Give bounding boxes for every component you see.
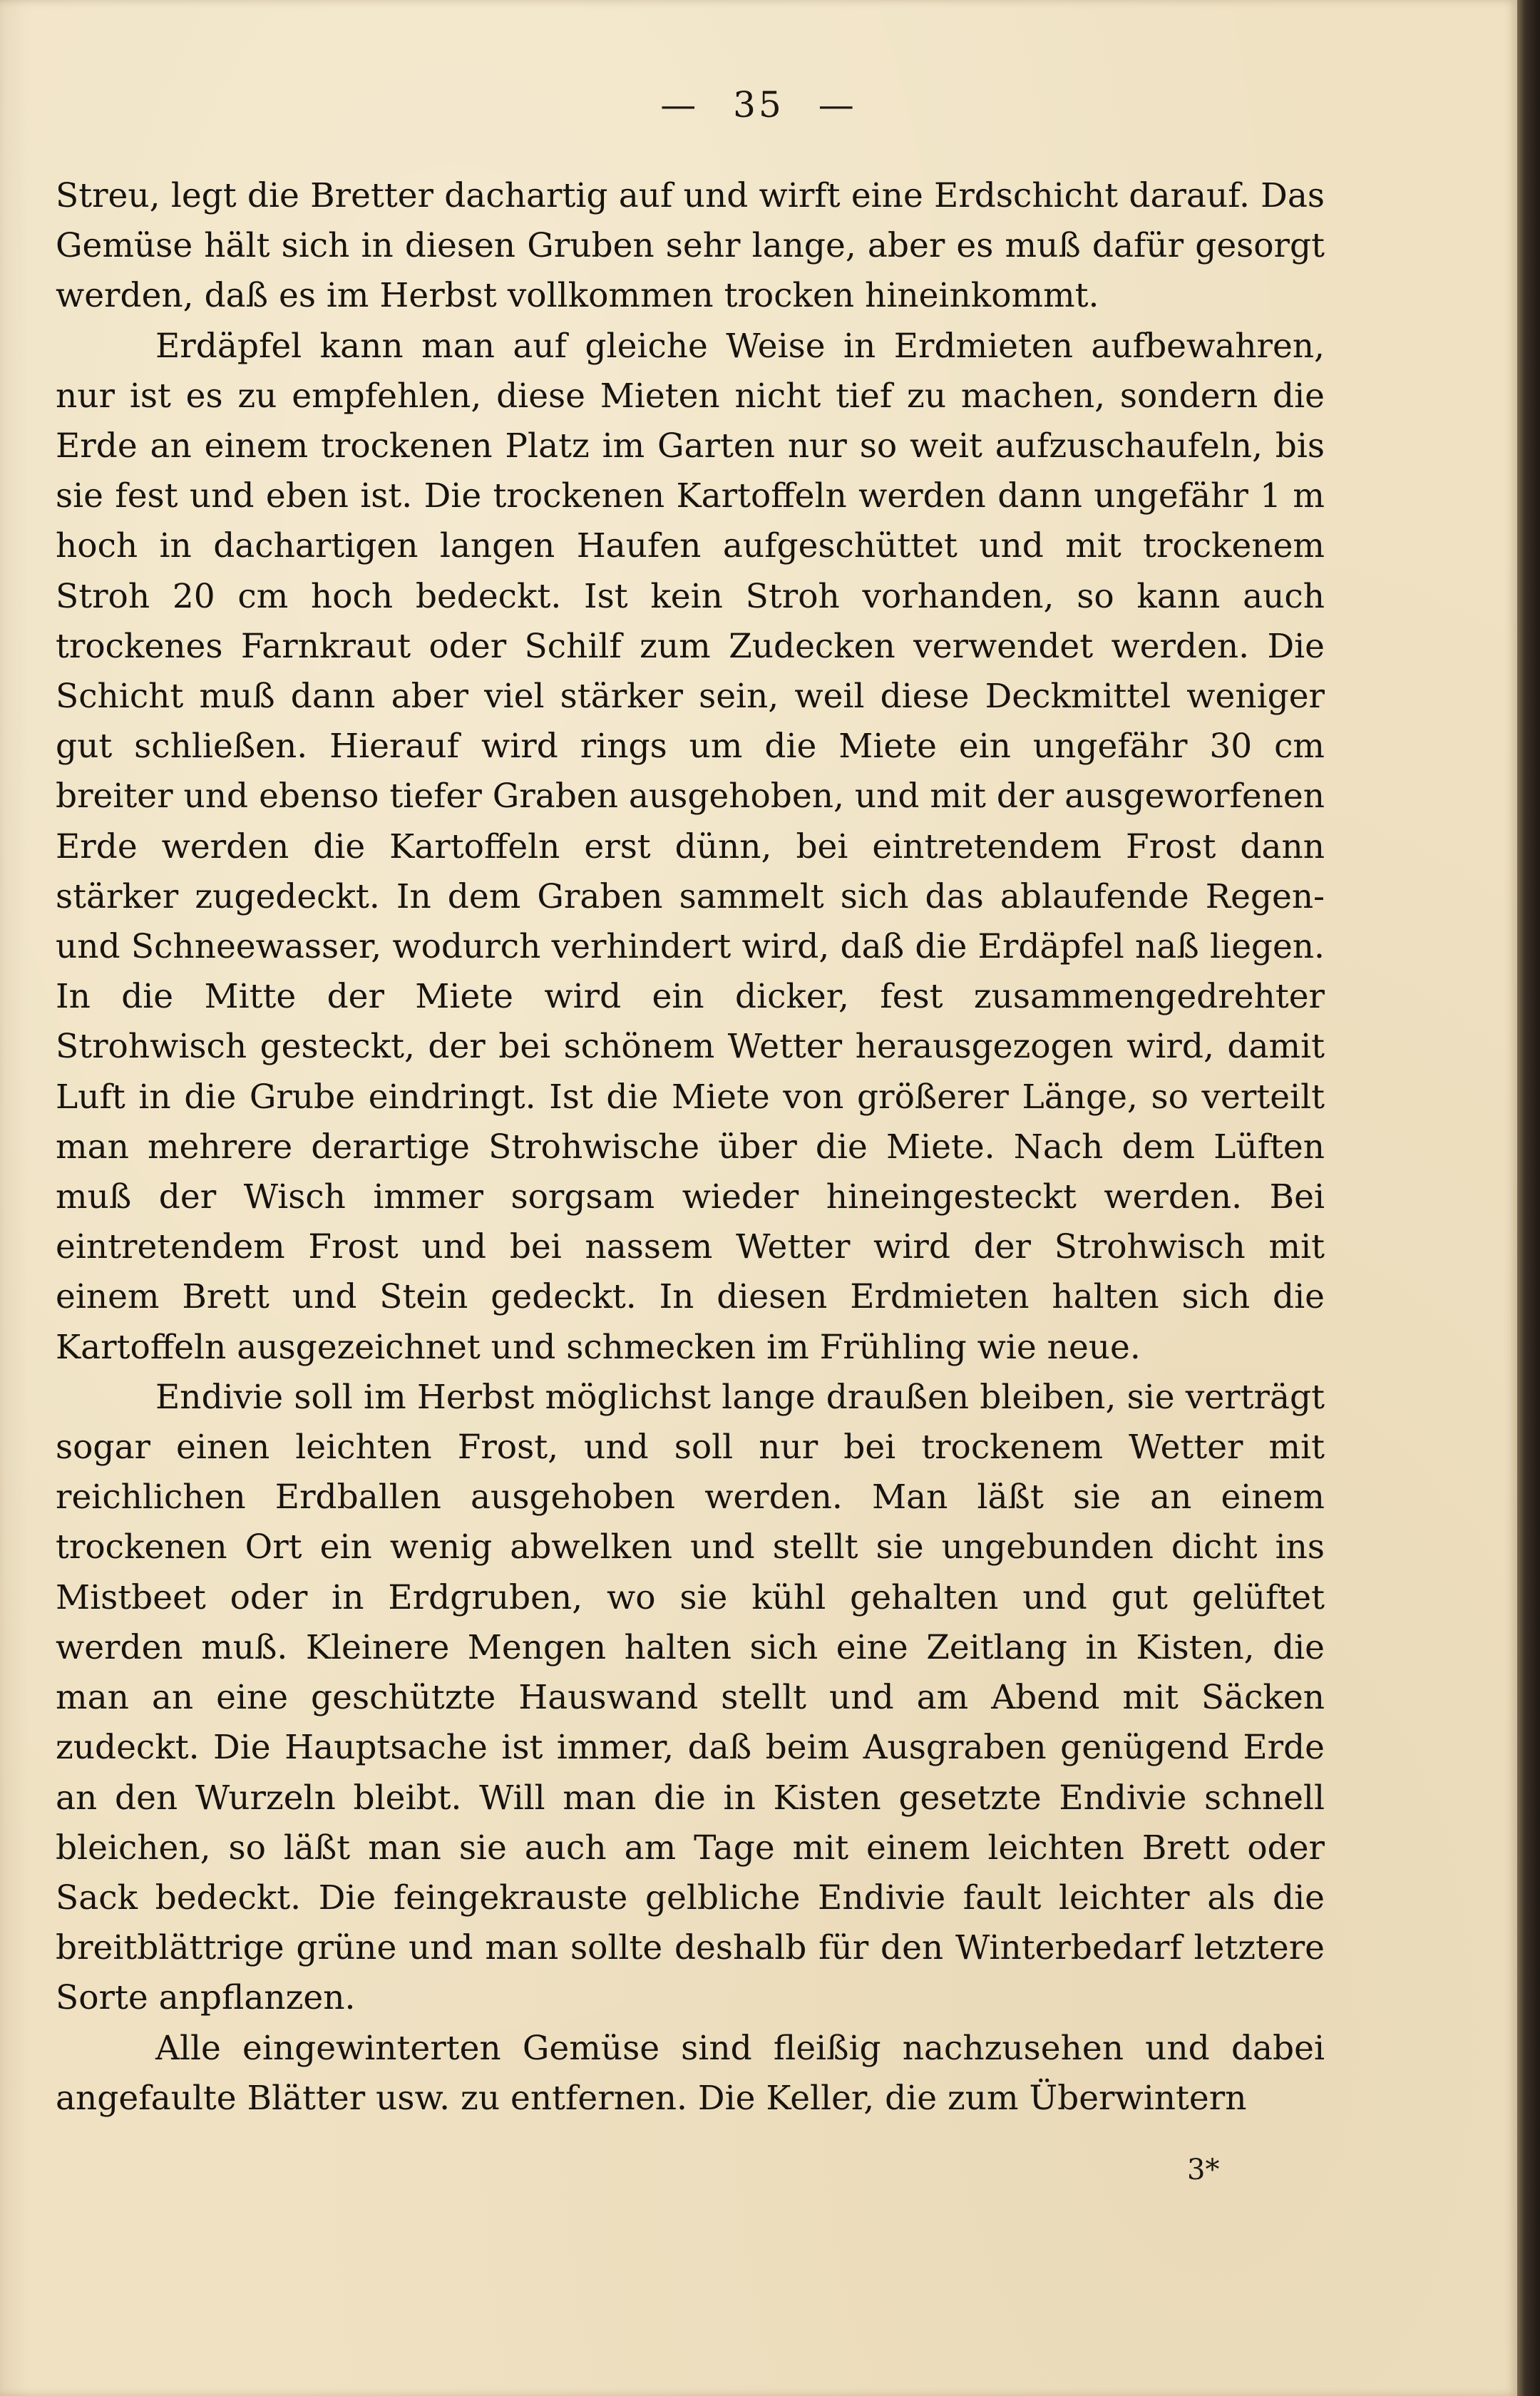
paragraph-continuation: Streu, legt die Bretter dachartig auf und wirft eine Erdschicht darauf. Das Gemüse hält sich in diesen Gruben sehr lange, aber es muß dafür gesorgt werden, daß es im Herbst vollkommen trocken hineinkommt. bbox=[56, 176, 1325, 316]
body-text bbox=[56, 171, 1325, 2124]
page-edge bbox=[1517, 0, 1540, 2396]
paragraph-gemuese: Alle eingewinterten Gemüse sind fleißig nachzusehen und dabei angefaulte Blätter usw. zu entfernen. Die Keller, die zum Überwintern bbox=[56, 2028, 1325, 2118]
page-number-header: — 35 — bbox=[660, 84, 857, 126]
paragraph-erdaepfel: Erdäpfel kann man auf gleiche Weise in Erdmieten aufbewahren, nur ist es zu empfehlen, diese Mieten nicht tief zu machen, sondern die Erde an einem trockenen Platz im Garten nur so weit aufzuschaufeln, bis sie fest und eben ist. Die trockenen Kartoffeln werden dann ungefähr 1 m hoch in dachartigen langen Haufen aufgeschüttet und mit trockenem Stroh 20 cm hoch bedeckt. Ist kein Stroh vorhanden, so kann auch trockenes Farnkraut oder Schilf zum Zudecken verwendet werden. Die Schicht muß dann aber viel stärker sein, weil diese Deckmittel weniger gut schließen. Hierauf wird rings um die Miete ein ungefähr 30 cm breiter und ebenso tiefer Graben ausgehoben, und mit der ausgeworfenen Erde werden die Kartoffeln erst dünn, bei eintretendem Frost dann stärker zugedeckt. In dem Graben sammelt sich das ablaufende Regen- und Schneewasser, wodurch verhindert wird, daß die Erdäpfel naß liegen. In die Mitte der Miete wird ein dicker, fest zusammengedrehter Strohwisch gesteckt, der bei schönem Wetter herausgezogen wird, damit Luft in die Grube eindringt. Ist die Miete von größerer Länge, so verteilt man mehrere derartige Strohwische über die Miete. Nach dem Lüften muß der Wisch immer sorgsam wieder hineingesteckt werden. Bei eintretendem Frost und bei nassem Wetter wird der Strohwisch mit einem Brett und Stein gedeckt. In diesen Erdmieten halten sich die Kartoffeln ausgezeichnet und schmecken im Frühling wie neue. bbox=[56, 326, 1325, 1367]
signature-mark: 3* bbox=[1187, 2154, 1220, 2186]
paragraph-endivie: Endivie soll im Herbst möglichst lange draußen bleiben, sie verträgt sogar einen leichten Frost, und soll nur bei trockenem Wetter mit reichlichen Erdballen ausgehoben werden. Man läßt sie an einem trockenen Ort ein wenig abwelken und stellt sie ungebunden dicht ins Mistbeet oder in Erdgruben, wo sie kühl gehalten und gut gelüftet werden muß. Kleinere Mengen halten sich eine Zeitlang in Kisten, die man an eine geschützte Hauswand stellt und am Abend mit Säcken zudeckt. Die Hauptsache ist immer, daß beim Ausgraben genügend Erde an den Wurzeln bleibt. Will man die in Kisten gesetzte Endivie schnell bleichen, so läßt man sie auch am Tage mit einem leichten Brett oder Sack bedeckt. Die feingekrauste gelbliche Endivie fault leichter als die breitblättrige grüne und man sollte deshalb für den Winterbedarf letztere Sorte anpflanzen. bbox=[56, 1377, 1325, 2018]
